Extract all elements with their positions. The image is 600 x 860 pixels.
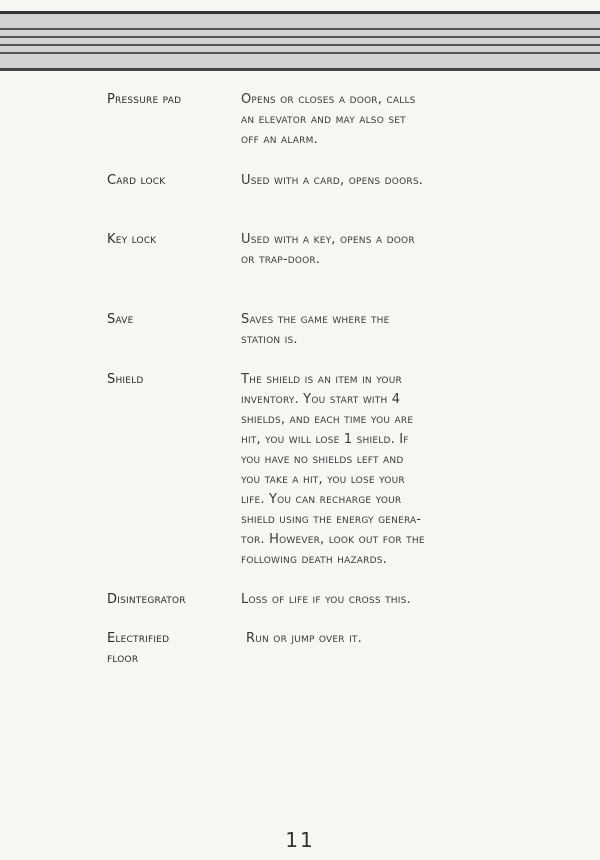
definition-line: Used with a key, opens a door xyxy=(241,232,415,247)
definition-line: inventory. You start with 4 xyxy=(241,392,401,407)
term-line: floor xyxy=(107,651,139,666)
definition-line: Loss of life if you cross this. xyxy=(241,592,411,607)
definition-line: Saves the game where the xyxy=(241,312,390,327)
definition-line: off an alarm. xyxy=(241,132,318,147)
definition xyxy=(241,171,511,191)
term-label: Shield xyxy=(107,372,144,387)
definition-line: following death hazards. xyxy=(241,552,387,567)
definition xyxy=(241,370,511,570)
definition-line: Used with a card, opens doors. xyxy=(241,173,424,188)
definition-line: tor. However, look out for the xyxy=(241,532,425,547)
term-label: Save xyxy=(107,312,134,327)
definition xyxy=(241,590,511,610)
header-rule xyxy=(0,36,600,38)
header-rule xyxy=(0,28,600,30)
definition-line: Run or jump over it. xyxy=(246,631,362,646)
definition-line: shield using the energy genera- xyxy=(241,512,422,527)
definition-line: life. You can recharge your xyxy=(241,492,402,507)
term-label: Disintegrator xyxy=(107,592,186,607)
definition xyxy=(241,90,511,150)
definition-line: an elevator and may also set xyxy=(241,112,406,127)
term-label: Key lock xyxy=(107,232,157,247)
header-rule xyxy=(0,44,600,46)
definition xyxy=(246,629,516,649)
header-rule xyxy=(0,52,600,54)
definition xyxy=(241,230,511,270)
definition-line: or trap-door. xyxy=(241,252,321,267)
definition-line: The shield is an item in your xyxy=(241,372,402,387)
page-number: 11 xyxy=(285,828,315,852)
definition-line: station is. xyxy=(241,332,298,347)
definition xyxy=(241,310,511,350)
definition-line: you take a hit, you lose your xyxy=(241,472,405,487)
definition-line: hit, you will lose 1 shield. If xyxy=(241,432,409,447)
term-line: Electrified xyxy=(107,631,170,646)
definition-line: you have no shields left and xyxy=(241,452,404,467)
header-band xyxy=(0,11,600,71)
definition-line: Opens or closes a door, calls xyxy=(241,92,416,107)
term-label: Pressure pad xyxy=(107,92,182,107)
term-label: Card lock xyxy=(107,173,166,188)
definition-line: shields, and each time you are xyxy=(241,412,414,427)
term-label xyxy=(107,629,237,669)
